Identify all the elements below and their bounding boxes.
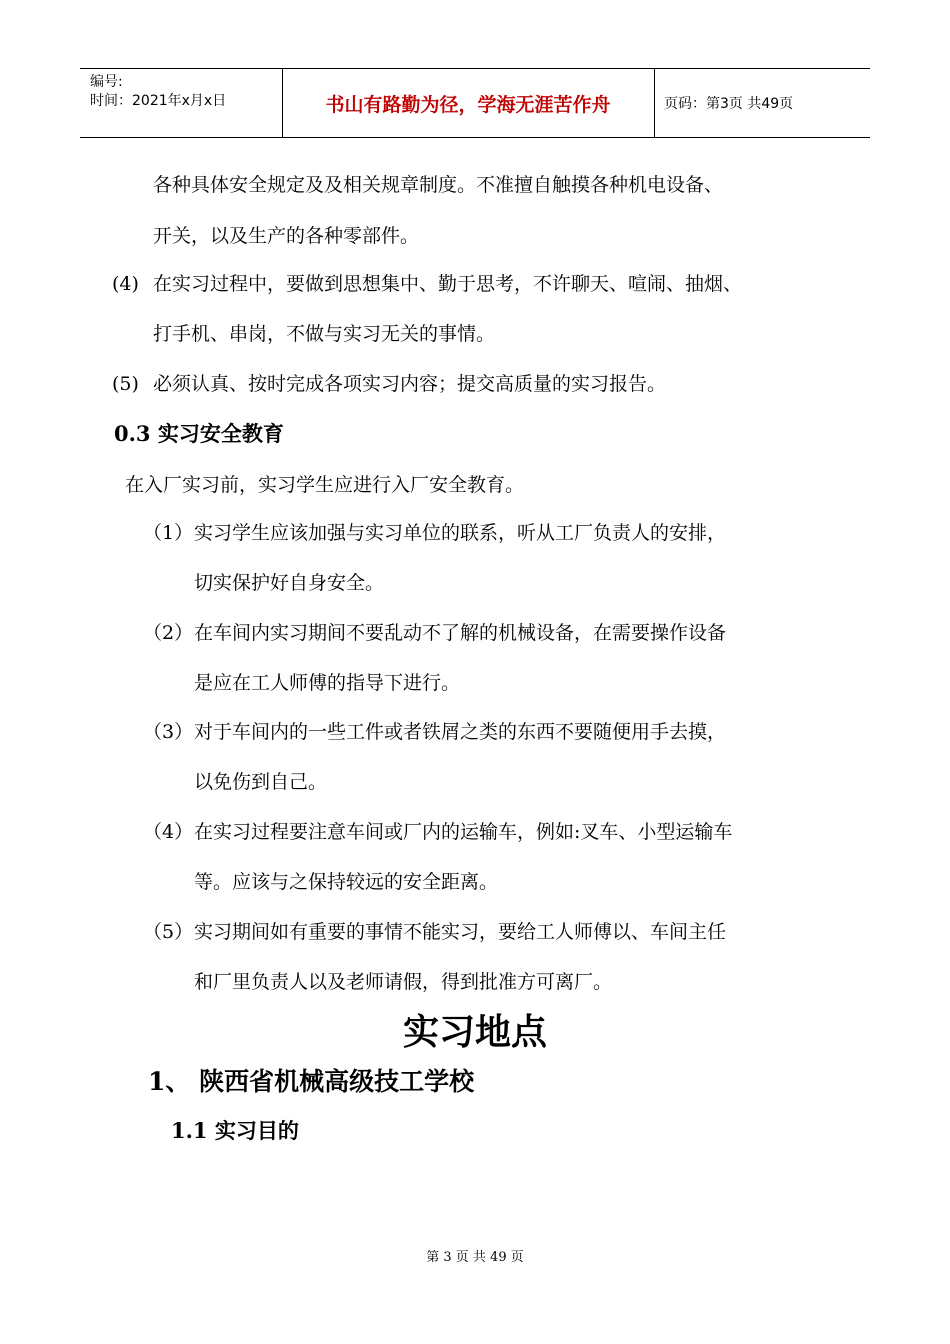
header-divider <box>654 69 655 137</box>
rule-number: (4) <box>112 273 139 295</box>
item-line: 在实习过程要注意车间或厂内的运输车，例如:叉车、小型运输车 <box>194 821 733 843</box>
header-motto: 书山有路勤为径，学海无涯苦作舟 <box>325 93 611 116</box>
page-footer: 第 3 页 共 49 页 <box>426 1250 524 1265</box>
header-page-info: 页码：第3页 共49页 <box>664 96 794 112</box>
section-heading: 0.3 实习安全教育 <box>114 421 284 446</box>
item-number: （5） <box>143 921 194 943</box>
chapter-title: 实习地点 <box>402 1011 547 1053</box>
item-number: （2） <box>143 622 194 644</box>
page-header <box>80 68 870 138</box>
item-line: 实习学生应该加强与实习单位的联系，听从工厂负责人的安排， <box>194 522 727 544</box>
subsection-heading: 1、 陕西省机械高级技工学校 <box>148 1067 475 1096</box>
item-line: 切实保护好自身安全。 <box>194 572 385 594</box>
item-line: 是应在工人师傅的指导下进行。 <box>194 672 461 694</box>
item-line: 实习期间如有重要的事情不能实习，要给工人师傅以、车间主任 <box>194 921 727 943</box>
item-line: 对于车间内的一些工件或者铁屑之类的东西不要随便用手去摸， <box>194 721 727 743</box>
item-line: 和厂里负责人以及老师请假，得到批准方可离厂。 <box>194 971 613 993</box>
body-line: 开关，以及生产的各种零部件。 <box>153 225 420 247</box>
item-line: 等。应该与之保持较远的安全距离。 <box>194 871 499 893</box>
item-number: （3） <box>143 721 194 743</box>
body-line: 各种具体安全规定及及相关规章制度。不准擅自触摸各种机电设备、 <box>153 174 724 196</box>
time-label: 时间：2021年x月x日 <box>90 93 227 109</box>
item-line: 以免伤到自己。 <box>194 771 328 793</box>
item-line: 在车间内实习期间不要乱动不了解的机械设备，在需要操作设备 <box>194 622 727 644</box>
body-line: 在实习过程中，要做到思想集中、勤于思考，不许聊天、喧闹、抽烟、 <box>153 273 743 295</box>
header-left <box>90 73 280 111</box>
item-number: （1） <box>143 522 194 544</box>
item-number: （4） <box>143 821 194 843</box>
code-label: 编号: <box>90 74 123 90</box>
body-line: 必须认真、按时完成各项实习内容；提交高质量的实习报告。 <box>153 373 667 395</box>
body-line: 打手机、串岗，不做与实习无关的事情。 <box>153 323 496 345</box>
subsubsection-heading: 1.1 实习目的 <box>171 1118 299 1143</box>
intro-paragraph: 在入厂实习前，实习学生应进行入厂安全教育。 <box>125 474 525 496</box>
rule-number: (5) <box>112 373 139 395</box>
